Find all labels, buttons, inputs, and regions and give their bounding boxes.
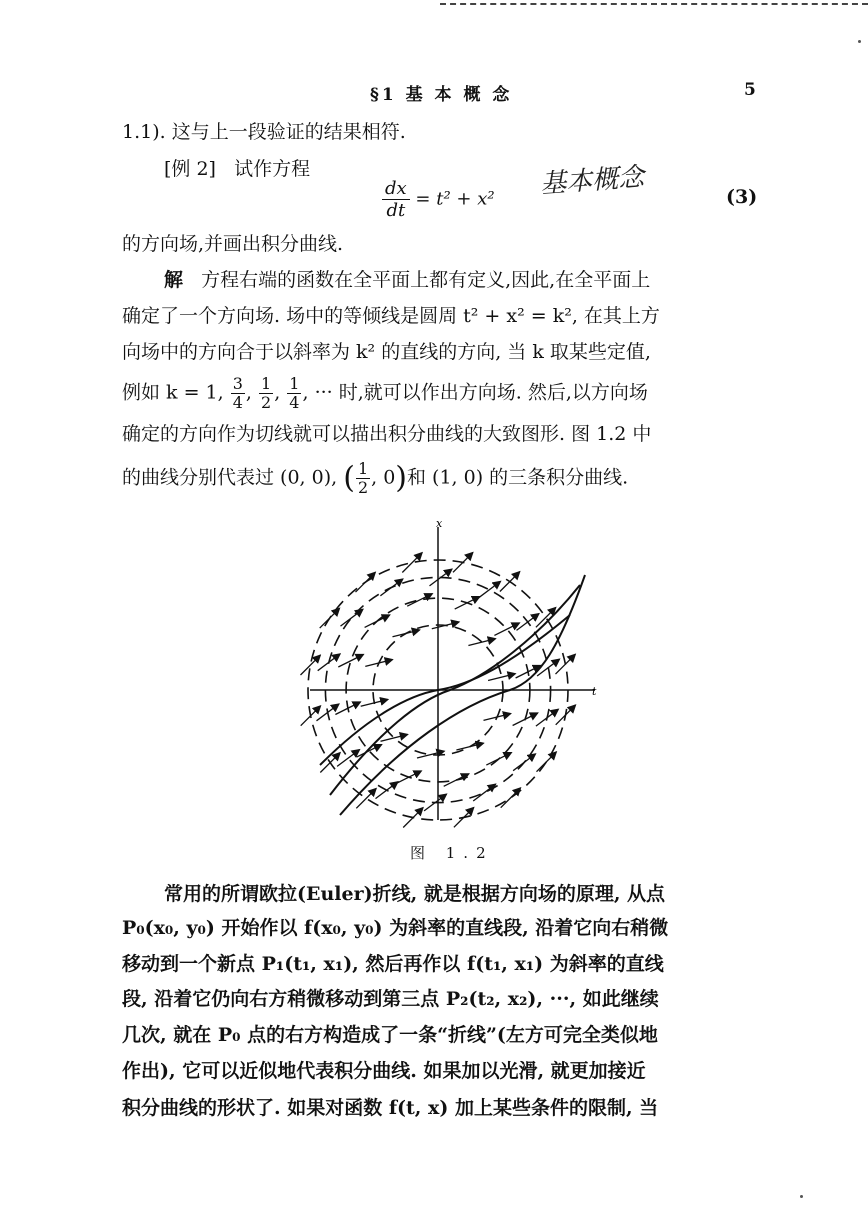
direction-arrow (536, 709, 558, 726)
direction-arrow (365, 660, 392, 667)
direction-arrow (393, 630, 420, 637)
scan-speck (858, 40, 861, 43)
direction-arrow (380, 579, 402, 596)
fraction-1-2: $\frac{1}{2}$ (261, 374, 272, 412)
page-number: 5 (744, 80, 756, 100)
fraction-3-4: $\frac{3}{4}$ (232, 374, 243, 412)
solution-line-6: 的曲线分别代表过 (0, 0), ( $\frac{1}{2}$ , 0)和 (1, 0) 的三条积分曲线. (122, 459, 629, 497)
text-line-1: 1.1). 这与上一段验证的结果相符. (122, 121, 406, 143)
para2-line-2: P₀(x₀, y₀) 开始作以 f(x₀, y₀) 为斜率的直线段, 沿着它向右稍微 (122, 917, 669, 939)
fraction-half: $\frac{1}{2}$ (357, 459, 369, 497)
para2-line-5: 几次, 就在 P₀ 点的右方构造成了一条“折线”(左方可完全类似地 (122, 1024, 658, 1046)
direction-arrow (556, 654, 576, 674)
direction-arrow (454, 808, 474, 828)
direction-arrow (320, 608, 340, 628)
equation-3 (382, 178, 495, 221)
direction-arrow (376, 782, 398, 799)
example-label: [例 2] (164, 158, 216, 180)
direction-arrow (301, 706, 321, 726)
eq-rhs: = t² + x² (415, 188, 495, 210)
direction-field-figure (300, 515, 600, 835)
direction-arrow (402, 553, 422, 573)
solution-line-6-pre: 的曲线分别代表过 (0, 0), (122, 466, 338, 489)
section-title: §1 基 本 概 念 (370, 85, 513, 105)
direction-arrow (456, 743, 483, 750)
solution-label: 解 (164, 269, 184, 291)
solution-line-4-post: , ··· 时,就可以作出方向场. 然后,以方向场 (302, 381, 648, 404)
direction-arrow (455, 597, 480, 610)
running-header (0, 80, 868, 104)
direction-arrow (396, 771, 421, 784)
para2-line-3: 移动到一个新点 P₁(t₁, x₁), 然后再作以 f(t₁, x₁) 为斜率的直线 (122, 953, 664, 975)
direction-arrow (478, 581, 500, 598)
direction-arrow (484, 714, 511, 721)
para2-line-1: 常用的所谓欧拉(Euler)折线, 就是根据方向场的原理, 从点 (164, 883, 666, 905)
example-heading (164, 155, 310, 183)
direction-arrow (356, 789, 376, 809)
direction-arrow (338, 655, 363, 668)
solution-line-3: 向场中的方向合于以斜率为 k² 的直线的方向, 当 k 取某些定值, (122, 341, 651, 363)
direction-arrow (556, 705, 576, 725)
direction-arrow (356, 572, 376, 592)
para2-line-4: 段, 沿着它仍向右方稍微移动到第三点 P₂(t₂, x₂), ···, 如此继续 (122, 988, 659, 1010)
direction-arrow (318, 654, 340, 671)
direction-arrow (341, 609, 363, 626)
solution-line-1 (164, 266, 650, 294)
direction-arrow (403, 808, 423, 828)
solution-line-5: 确定的方向作为切线就可以描出积分曲线的大致图形. 图 1.2 中 (122, 423, 652, 445)
direction-arrow (537, 752, 557, 772)
solution-line-4: 例如 k = 1, $\frac{3}{4}$ , $\frac{1}{2}$ , $\frac{1}{4}$ , ··· 时,就可以作出方向场. 然后,以方向场 (122, 374, 648, 412)
direction-arrow (513, 754, 535, 771)
para2-line-7: 积分曲线的形状了. 如果对函数 f(t, x) 加上某些条件的限制, 当 (122, 1097, 659, 1119)
direction-arrow (500, 572, 520, 592)
derivative-fraction (382, 178, 410, 221)
scan-speck (800, 1195, 803, 1198)
top-scan-border (440, 3, 868, 5)
direction-arrow (486, 753, 511, 766)
direction-arrow (453, 553, 473, 573)
fraction-1-4: $\frac{1}{4}$ (289, 374, 300, 412)
solution-line-4-pre: 例如 k = 1, (122, 381, 224, 404)
direction-arrow (381, 735, 408, 742)
direction-arrow (513, 713, 538, 726)
solution-line-6-post: 和 (1, 0) 的三条积分曲线. (407, 466, 629, 489)
direction-arrow (407, 594, 432, 607)
text-after-equation: 的方向场,并画出积分曲线. (122, 233, 344, 255)
solution-line-1-text: 方程右端的函数在全平面上都有定义,因此,在全平面上 (201, 269, 651, 291)
direction-arrow (488, 674, 515, 681)
equation-number: (3) (726, 186, 758, 208)
point-tail: , 0 (371, 466, 396, 489)
direction-arrow (357, 745, 382, 758)
eq-numerator: dx (382, 178, 410, 200)
solution-line-2: 确定了一个方向场. 场中的等倾线是圆周 t² + x² = k², 在其上方 (122, 305, 660, 327)
handwritten-note: 基本概念 (539, 162, 646, 200)
direction-arrow (473, 784, 495, 801)
direction-arrow (517, 614, 539, 631)
x-axis-label: x (436, 517, 443, 530)
direction-arrow (501, 788, 521, 808)
direction-arrow (494, 623, 519, 636)
t-axis-label: t (592, 685, 597, 698)
direction-arrow (301, 655, 321, 675)
direction-arrow (468, 639, 495, 646)
direction-arrow (365, 615, 390, 628)
eq-denominator: dt (386, 200, 406, 221)
direction-arrow (444, 774, 469, 787)
para2-line-6: 作出), 它可以近似地代表积分曲线. 如果加以光滑, 就更加接近 (122, 1060, 646, 1082)
figure-caption: 图 1.2 (410, 844, 494, 862)
example-text: 试作方程 (234, 158, 311, 180)
